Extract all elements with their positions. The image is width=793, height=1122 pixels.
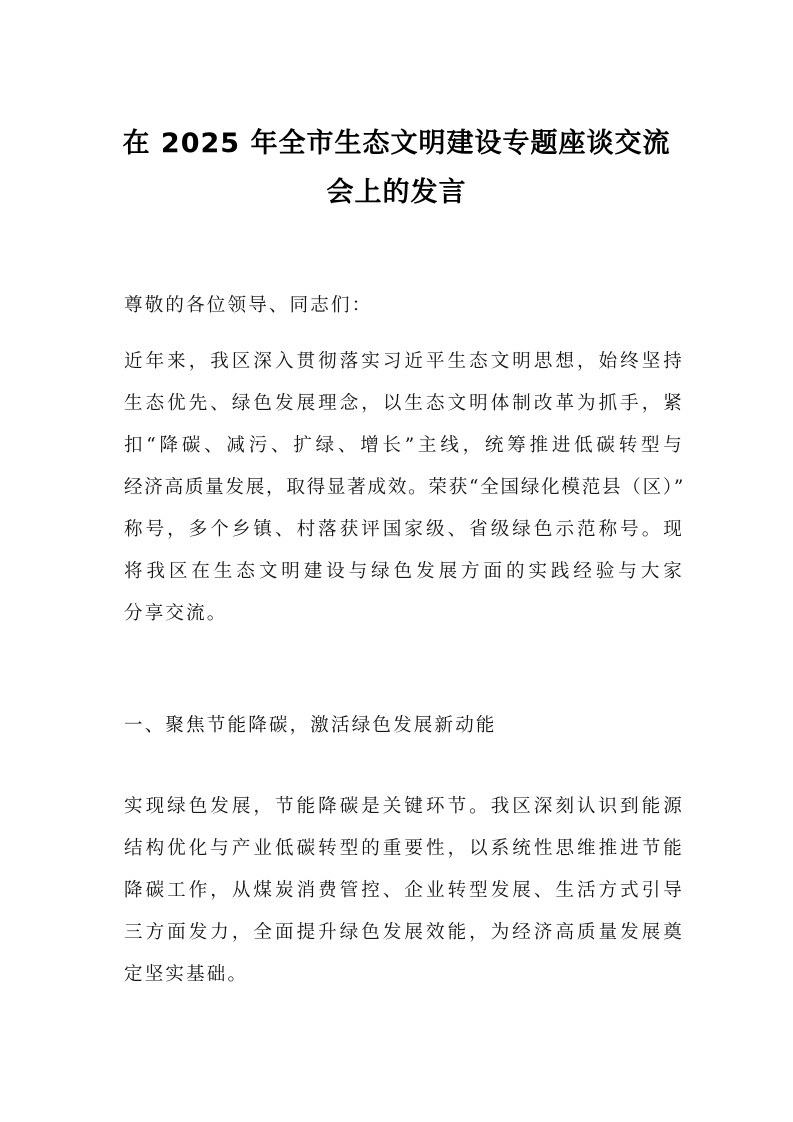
paragraph-line: 将我区在生态文明建设与绿色发展方面的实践经验与大家 bbox=[124, 561, 684, 582]
intro-paragraph bbox=[124, 341, 684, 635]
paragraph-line: 经济高质量发展，取得显著成效。荣获“全国绿化模范县（区）” bbox=[124, 477, 684, 498]
paragraph-line: 结构优化与产业低碳转型的重要性，以系统性思维推进节能 bbox=[124, 838, 684, 859]
paragraph-line: 扣“降碳、减污、扩绿、增长”主线，统筹推进低碳转型与 bbox=[124, 435, 684, 456]
document-title-line-1: 在 2025 年全市生态文明建设专题座谈交流 bbox=[122, 128, 671, 159]
greeting bbox=[124, 285, 684, 327]
section-heading-text: 一、聚焦节能降碳，激活绿色发展新动能 bbox=[124, 715, 497, 736]
greeting-text: 尊敬的各位领导、同志们： bbox=[124, 295, 373, 316]
paragraph-line: 实现绿色发展，节能降碳是关键环节。我区深刻认识到能源 bbox=[124, 796, 684, 817]
paragraph-line: 近年来，我区深入贯彻落实习近平生态文明思想，始终坚持 bbox=[124, 351, 684, 372]
paragraph-line: 分享交流。 bbox=[124, 603, 228, 624]
section-heading bbox=[124, 705, 684, 747]
section-paragraph bbox=[124, 786, 684, 996]
paragraph-line: 三方面发力，全面提升绿色发展效能，为经济高质量发展奠 bbox=[124, 922, 684, 943]
paragraph-line: 称号，多个乡镇、村落获评国家级、省级绿色示范称号。现 bbox=[124, 519, 684, 540]
document-title-line-2: 会上的发言 bbox=[326, 177, 467, 208]
paragraph-line: 定坚实基础。 bbox=[124, 964, 249, 985]
paragraph-line: 降碳工作，从煤炭消费管控、企业转型发展、生活方式引导 bbox=[124, 880, 684, 901]
paragraph-line: 生态优先、绿色发展理念，以生态文明体制改革为抓手，紧 bbox=[124, 393, 684, 414]
